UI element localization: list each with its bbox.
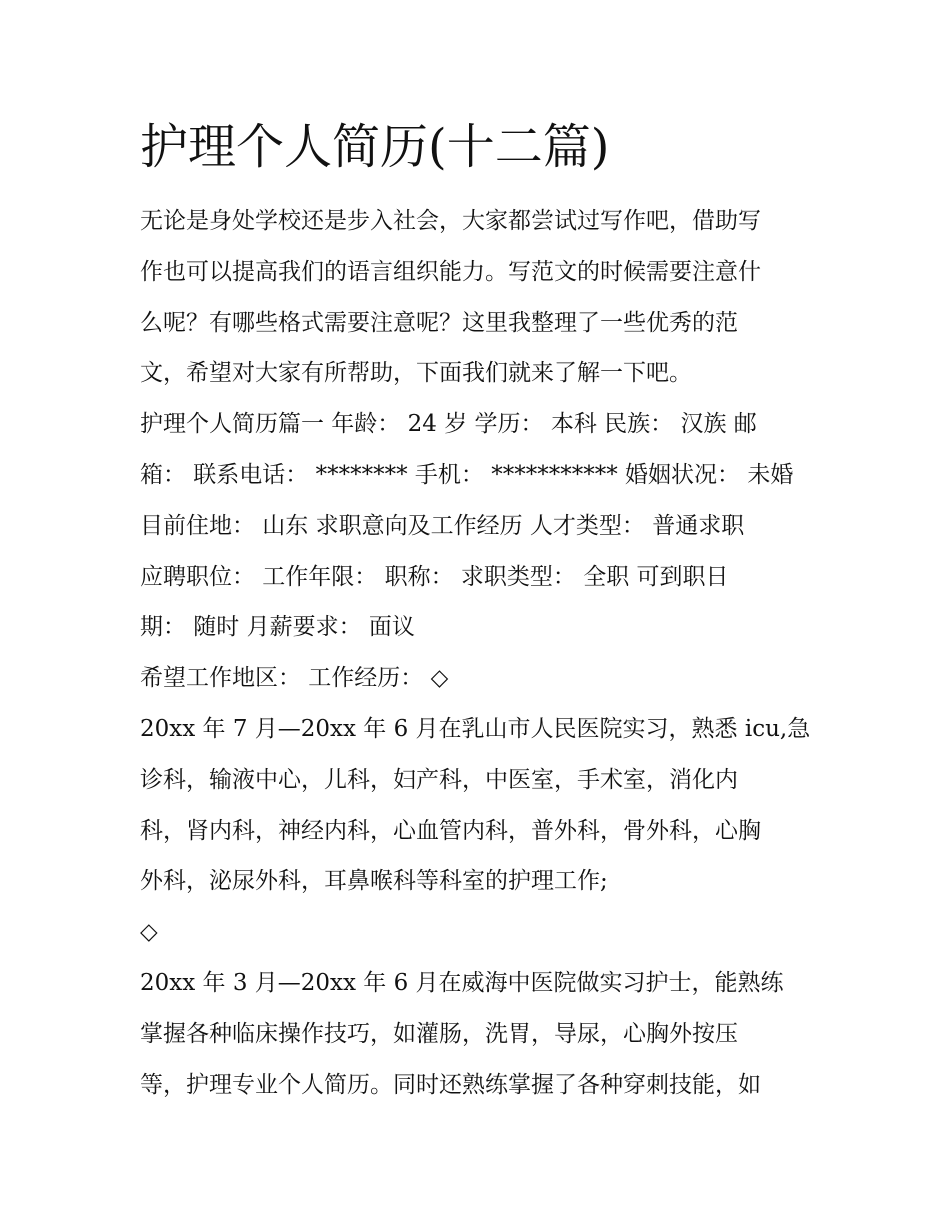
body-line: 外科，泌尿外科，耳鼻喉科等科室的护理工作; [140,868,608,895]
body-line: 掌握各种临床操作技巧，如灌肠，洗胃，导尿，心胸外按压 [140,1020,738,1047]
body-line: 20xx 年 7 月—20xx 年 6 月在乳山市人民医院实习，熟悉 icu,急 [140,715,811,742]
body-line: 期： 随时 月薪要求： 面议 [140,614,415,641]
body-line: 么呢？有哪些格式需要注意呢？这里我整理了一些优秀的范 [140,309,738,336]
body-line: 科，肾内科，神经内科，心血管内科，普外科，骨外科，心胸 [140,817,761,844]
body-line: 等，护理专业个人简历。同时还熟练掌握了各种穿刺技能，如 [140,1071,761,1098]
body-line: 文，希望对大家有所帮助，下面我们就来了解一下吧。 [140,360,692,387]
body-line: 无论是身处学校还是步入社会，大家都尝试过写作吧，借助写 [140,208,761,234]
body-line: 箱： 联系电话： ******** 手机： *********** 婚姻状况： 未婚 [140,461,794,488]
body-line: 作也可以提高我们的语言组织能力。写范文的时候需要注意什 [140,258,761,285]
body-line: 应聘职位： 工作年限： 职称： 求职类型： 全职 可到职日 [140,563,729,590]
body-line: 诊科，输液中心，儿科，妇产科，中医室，手术室，消化内 [140,766,738,793]
document-title: 护理个人简历(十二篇) [140,119,610,175]
body-line: 目前住地： 山东 求职意向及工作经历 人才类型： 普通求职 [140,512,745,539]
body-line: 希望工作地区： 工作经历： ◇ [140,665,449,692]
document-body [140,196,830,1110]
body-line: 护理个人简历篇一 年龄： 24 岁 学历： 本科 民族： 汉族 邮 [140,411,757,438]
body-line: 20xx 年 3 月—20xx 年 6 月在威海中医院做实习护士，能熟练 [140,969,784,996]
body-line: ◇ [140,919,158,946]
